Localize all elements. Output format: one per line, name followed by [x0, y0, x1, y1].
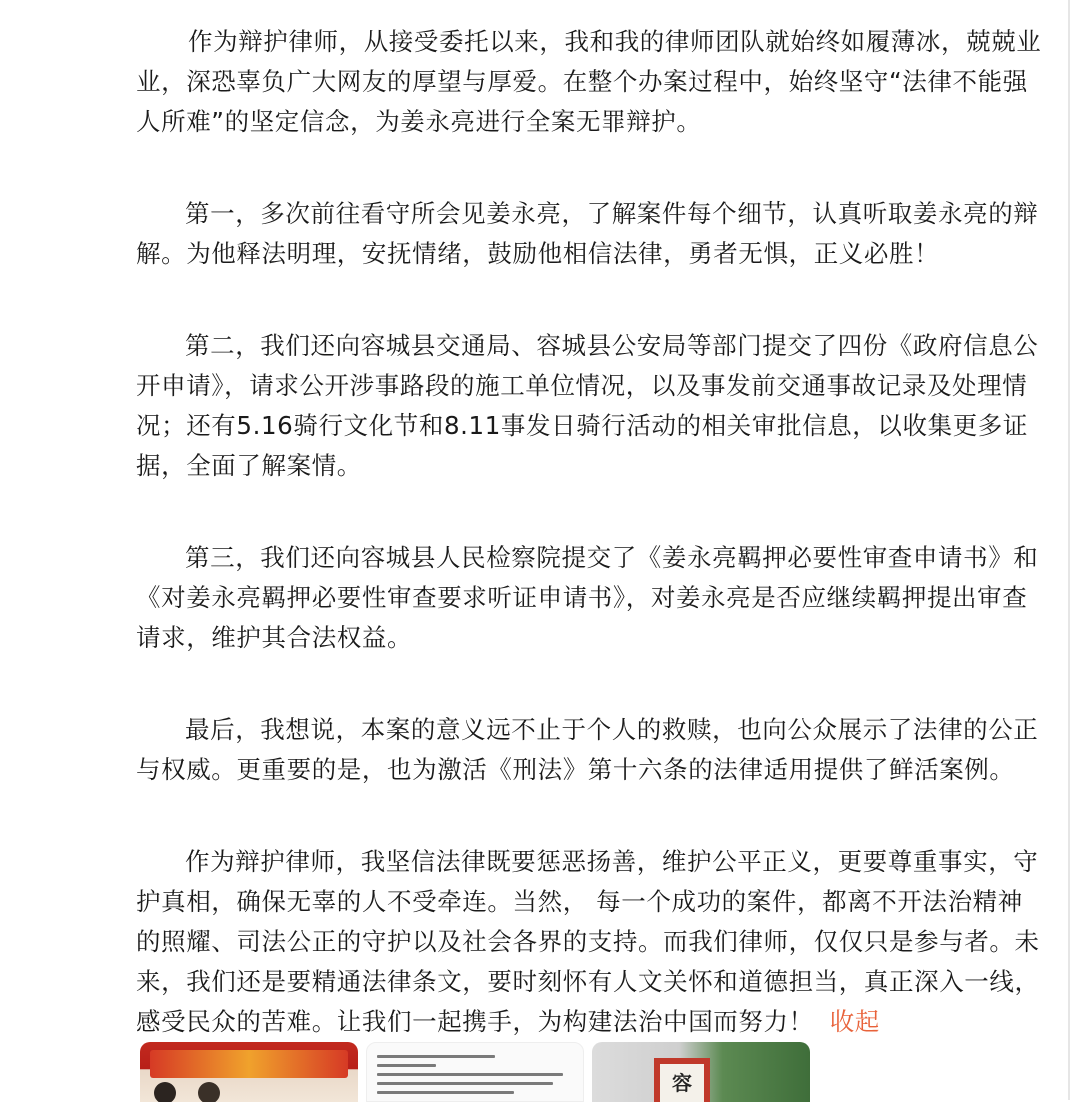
paragraph-finally: 最后，我想说，本案的意义远不止于个人的救赎，也向公众展示了法律的公正与权威。更重要的是，也为激活《刑法》第十六条的法律适用提供了鲜活案例。 [136, 715, 1039, 784]
paragraph-conclusion [136, 842, 1042, 1042]
photo-thumbnail-courthouse[interactable] [592, 1042, 810, 1102]
photo-thumbnail-ceremony[interactable] [140, 1042, 358, 1102]
courthouse-sign-graphic [654, 1058, 710, 1102]
image-thumbnail-strip [140, 1042, 820, 1102]
paragraph-intro: 作为辩护律师，从接受委托以来，我和我的律师团队就始终如履薄冰，兢兢业业，深恐辜负广大网友的厚望与厚爱。在整个办案过程中，始终坚守“法律不能强人所难”的坚定信念，为姜永亮进行全案无罪辩护。 [136, 27, 1042, 136]
doc-text-line [377, 1073, 563, 1076]
doc-text-line [377, 1055, 495, 1058]
doc-text-line [377, 1064, 436, 1067]
article-body [136, 22, 1042, 1094]
paragraph-second-point: 第二，我们还向容城县交通局、容城县公安局等部门提交了四份《政府信息公开申请》，请求公开涉事路段的施工单位情况，以及事发前交通事故记录及处理情况；还有5.16骑行文化节和8.11事发日骑行活动的相关审批信息，以收集更多证据，全面了解案情。 [136, 331, 1039, 480]
red-banner-graphic [150, 1050, 348, 1078]
doc-text-line [377, 1091, 514, 1094]
paragraph-third-point: 第三，我们还向容城县人民检察院提交了《姜永亮羁押必要性审查申请书》和《对姜永亮羁押必要性审查要求听证申请书》，对姜永亮是否应继续羁押提出审查请求，维护其合法权益。 [136, 543, 1039, 652]
person-head-graphic [154, 1082, 176, 1102]
paragraph-conclusion-text: 作为辩护律师，我坚信法律既要惩恶扬善，维护公平正义，更要尊重事实，守护真相，确保无辜的人不受牵连。当然， 每一个成功的案件，都离不开法治精神的照耀、司法公正的守护以及社会各界的支持。而我们律师，仅仅只是参与者。未来，我们还是要精通法律条文，要时刻怀有人文关怀和道德担当，真正深入一线，感受民众的苦难。让我们一起携手，为构建法治中国而努力！ [136, 847, 1040, 1036]
collapse-link[interactable]: 收起 [829, 1007, 880, 1036]
doc-text-line [377, 1082, 553, 1085]
document-thumbnail[interactable] [366, 1042, 584, 1102]
paragraph-first-point: 第一，多次前往看守所会见姜永亮，了解案件每个细节，认真听取姜永亮的辩解。为他释法明理，安抚情绪，鼓励他相信法律，勇者无惧，正义必胜！ [136, 199, 1039, 268]
sign-character: 容 [660, 1064, 704, 1102]
person-head-graphic [198, 1082, 220, 1102]
